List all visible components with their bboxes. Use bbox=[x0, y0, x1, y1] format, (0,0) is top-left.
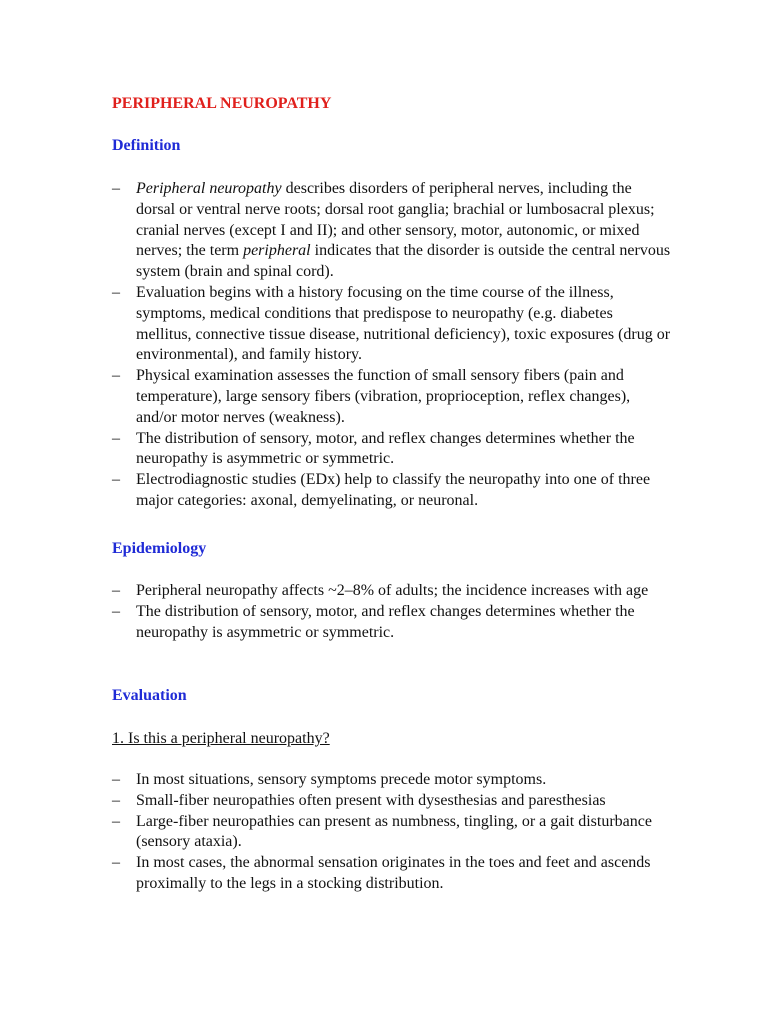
definition-list bbox=[112, 179, 672, 512]
evaluation-list bbox=[112, 770, 672, 895]
dash-bullet: – bbox=[112, 429, 120, 447]
list-item bbox=[112, 853, 672, 895]
list-item-text: indicates that the disorder is outside the central nervous system (brain and spinal cord). bbox=[136, 242, 671, 281]
list-item bbox=[112, 429, 672, 471]
term-peripheral-neuropathy: Peripheral neuropathy bbox=[136, 180, 282, 197]
list-item-text: Electrodiagnostic studies (EDx) help to classify the neuropathy into one of three major categories: axonal, demyelinating, or neuronal. bbox=[136, 471, 651, 509]
list-item bbox=[112, 812, 672, 854]
list-item bbox=[112, 366, 672, 428]
list-item bbox=[112, 581, 672, 602]
term-peripheral: peripheral bbox=[243, 242, 311, 260]
list-item bbox=[112, 179, 672, 283]
list-item bbox=[112, 770, 672, 791]
dash-bullet: – bbox=[112, 812, 120, 830]
list-item-text: Small-fiber neuropathies often present with dysesthesias and paresthesias bbox=[136, 791, 606, 809]
list-item-text: In most cases, the abnormal sensation originates in the toes and feet and ascends proximally to the legs in a stocking distribution. bbox=[136, 854, 651, 892]
list-item-text: describes disorders of peripheral nerves, including the dorsal or ventral nerve roots; dorsal root ganglia; brachial or lumbosacral plexus; cranial nerves (except I and II); and other sensory, motor, autonomic, or mixed nerves; the term bbox=[136, 180, 655, 260]
dash-bullet: – bbox=[112, 180, 120, 197]
dash-bullet: – bbox=[112, 602, 120, 620]
dash-bullet: – bbox=[112, 854, 120, 872]
dash-bullet: – bbox=[112, 791, 120, 809]
epidemiology-list bbox=[112, 581, 672, 643]
dash-bullet: – bbox=[112, 283, 120, 301]
list-item-text: Physical examination assesses the function of small sensory fibers (pain and temperature), large sensory fibers (vibration, proprioception, reflex changes), and/or motor nerves (weakness). bbox=[136, 367, 631, 426]
list-item-text: Evaluation begins with a history focusing on the time course of the illness, symptoms, medical conditions that predispose to neuropathy (e.g. diabetes mellitus, connective tissue disease, nutritional deficiency), toxic exposures (drug or environmental), and family history. bbox=[136, 283, 671, 364]
list-item-text: The distribution of sensory, motor, and reflex changes determines whether the neuropathy is asymmetric or symmetric. bbox=[136, 602, 635, 641]
list-item bbox=[112, 602, 672, 644]
evaluation-heading: Evaluation bbox=[112, 687, 187, 704]
list-item bbox=[112, 470, 672, 512]
list-item-text: In most situations, sensory symptoms precede motor symptoms. bbox=[136, 771, 547, 788]
dash-bullet: – bbox=[112, 771, 120, 788]
list-item bbox=[112, 791, 672, 812]
list-item-text: The distribution of sensory, motor, and reflex changes determines whether the neuropathy is asymmetric or symmetric. bbox=[136, 429, 635, 468]
dash-bullet: – bbox=[112, 471, 120, 489]
dash-bullet: – bbox=[112, 582, 120, 599]
evaluation-subheading: 1. Is this a peripheral neuropathy? bbox=[112, 730, 330, 747]
definition-heading: Definition bbox=[112, 137, 181, 154]
dash-bullet: – bbox=[112, 367, 120, 385]
list-item-text: Large-fiber neuropathies can present as numbness, tingling, or a gait disturbance (sensory ataxia). bbox=[136, 812, 652, 851]
list-item bbox=[112, 283, 672, 366]
epidemiology-heading: Epidemiology bbox=[112, 540, 207, 557]
list-item-text: Peripheral neuropathy affects ~2–8% of adults; the incidence increases with age bbox=[136, 582, 649, 599]
page-title: PERIPHERAL NEUROPATHY bbox=[112, 95, 332, 112]
